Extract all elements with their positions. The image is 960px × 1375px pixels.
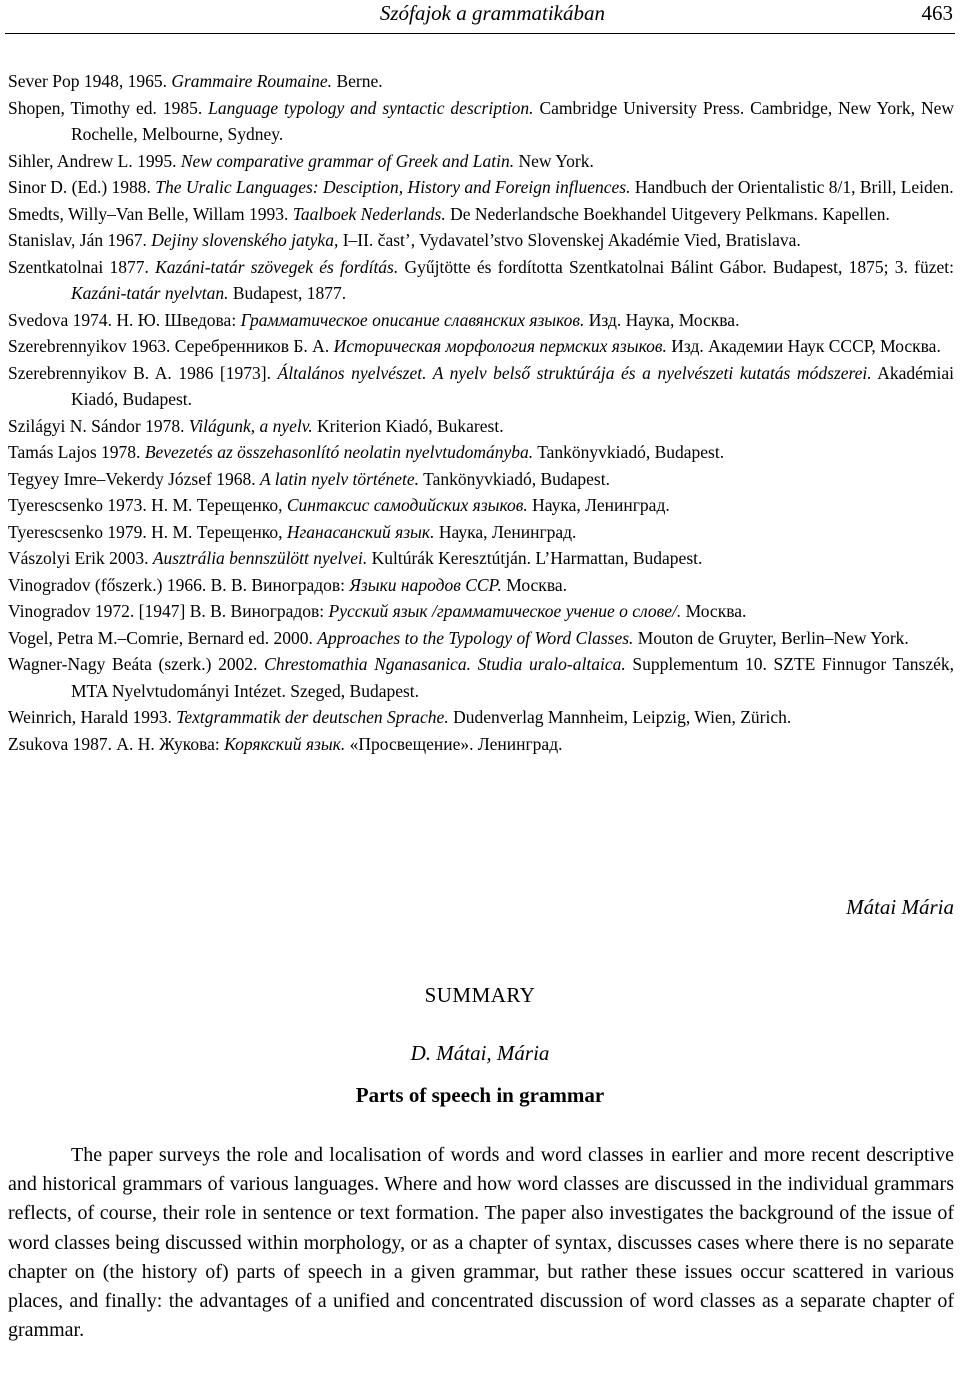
reference-title: New comparative grammar of Greek and Latin. <box>180 150 515 171</box>
reference-title: Грамматическое описание славянских языков. <box>240 309 585 330</box>
reference-text: Наука, Ленинград. <box>434 521 577 542</box>
reference-text: Москва. <box>501 574 567 595</box>
reference-text: Москва. <box>681 601 747 621</box>
reference-title: Dejiny slovenského jatyka, <box>151 230 339 250</box>
reference-text: Изд. Наука, Москва. <box>584 309 740 330</box>
reference-text: New York. <box>514 150 594 171</box>
reference-text: Наука, Ленинград. <box>527 495 670 515</box>
reference-entry <box>8 95 954 148</box>
reference-text: Vászolyi Erik 2003. <box>8 548 153 568</box>
reference-text: Vogel, Petra M.–Comrie, Bernard ed. 2000. <box>8 627 318 648</box>
reference-text: Vinogradov 1972. [1947] В. В. Виноградов: <box>8 601 329 621</box>
reference-entry <box>8 201 954 228</box>
reference-entry <box>8 439 954 466</box>
reference-title: The Uralic Languages: Desciption, History and Foreign influences. <box>155 177 631 197</box>
reference-entry <box>8 413 954 440</box>
reference-entry <box>8 598 954 625</box>
reference-text: Szentkatolnai 1877. <box>8 256 156 277</box>
reference-text: Svedova 1974. Н. Ю. Шведова: <box>8 309 241 330</box>
reference-text: Akadémiai Kiadó, Budapest. <box>71 362 955 409</box>
summary-heading: SUMMARY <box>424 983 536 1007</box>
reference-text: Sihler, Andrew L. 1995. <box>8 150 181 171</box>
reference-text: Mouton de Gruyter, Berlin–New York. <box>633 627 909 648</box>
reference-text: Sinor D. (Ed.) 1988. <box>8 177 156 197</box>
reference-entry <box>8 704 954 731</box>
page-number: 463 <box>921 1 953 25</box>
reference-title: Language typology and syntactic description. <box>208 97 534 118</box>
reference-title: Kazáni-tatár szövegek és fordítás. <box>155 256 399 277</box>
reference-text: Zsukova 1987. А. Н. Жукова: <box>8 733 225 754</box>
reference-text: Изд. Академии Наук СССР, Москва. <box>666 336 941 356</box>
reference-text: «Просвещение». Ленинград. <box>345 733 563 754</box>
reference-text: Supplementum 10. SZTE Finnugor Tanszék, MTA Nyelvtudományi Intézet. Szeged, Budapest. <box>71 654 954 701</box>
reference-text: Dudenverlag Mannheim, Leipzig, Wien, Zürich. <box>448 707 792 727</box>
reference-text: Smedts, Willy–Van Belle, Willam 1993. <box>8 203 293 224</box>
reference-text: Sever Pop 1948, 1965. <box>8 71 172 91</box>
reference-text: Tankönyvkiadó, Budapest. <box>419 468 610 489</box>
summary-title: Parts of speech in grammar <box>355 1083 605 1107</box>
reference-entry <box>8 68 954 95</box>
reference-text: De Nederlandsche Boekhandel Uitgevery Pelkmans. Kapellen. <box>445 203 890 224</box>
reference-title: Нганасанский язык. <box>286 521 435 542</box>
reference-text: I–II. čast’, Vydavatel’stvo Slovenskej Akadémie Vied, Bratislava. <box>338 230 801 250</box>
reference-entry <box>8 572 954 599</box>
reference-text: Tyerescsenko 1979. Н. М. Терещенко, <box>8 521 287 542</box>
reference-title: Általános nyelvészet. A nyelv belső struktúrája és a nyelvészeti kutatás módszerei. <box>277 362 872 383</box>
summary-body: The paper surveys the role and localisation of words and word classes in earlier and more recent descriptive and historical grammars of various languages. Where and how word classes are discussed in the individual grammars reflects, of course, their role in sentence or text formation. The paper also investigates the background of the issue of word classes being discussed within morphology, or as a chapter of syntax, discusses cases where there is no separate chapter on (the history of) parts of speech in a given grammar, but rather these issues occur scattered in various places, and finally: the advantages of a unified and concentrated discussion of word classes as a separate chapter of grammar. <box>8 1144 954 1342</box>
reference-text: Weinrich, Harald 1993. <box>8 707 177 727</box>
reference-title: Русский язык /грамматическое учение о слове/. <box>328 601 682 621</box>
reference-title: Bevezetés az összehasonlító neolatin nyelvtudományba. <box>144 442 534 462</box>
reference-title: Языки народов ССР. <box>349 574 502 595</box>
reference-title: Ausztrália bennszülött nyelvei. <box>152 548 368 568</box>
reference-text: Wagner-Nagy Beáta (szerk.) 2002. <box>8 654 265 674</box>
bibliography-list <box>8 68 954 757</box>
reference-title: Textgrammatik der deutschen Sprache. <box>176 707 449 727</box>
reference-entry <box>8 360 954 413</box>
reference-entry <box>8 333 954 360</box>
reference-text: Gyűjtötte és fordította Szentkatolnai Bálint Gábor. Budapest, 1875; 3. füzet: <box>398 256 954 277</box>
reference-entry <box>8 174 954 201</box>
reference-text: Tyerescsenko 1973. Н. М. Терещенко, <box>8 495 287 515</box>
reference-text: Szerebrennyikov B. A. 1986 [1973]. <box>8 362 278 383</box>
reference-title: Approaches to the Typology of Word Classes. <box>317 627 634 648</box>
reference-entry <box>8 307 954 334</box>
reference-title: Историческая морфология пермских языков. <box>333 336 667 356</box>
reference-entry <box>8 492 954 519</box>
reference-entry <box>8 651 954 704</box>
summary-author: D. Mátai, Mária <box>410 1041 550 1065</box>
reference-text: Tankönyvkiadó, Budapest. <box>533 442 725 462</box>
reference-title: A latin nyelv története. <box>259 468 420 489</box>
reference-text: Tegyey Imre–Vekerdy József 1968. <box>8 468 260 489</box>
reference-entry <box>8 466 954 493</box>
reference-entry <box>8 148 954 175</box>
reference-entry <box>8 254 954 307</box>
reference-text: Kriterion Kiadó, Bukarest. <box>312 415 504 436</box>
reference-title: Grammaire Roumaine. <box>171 71 333 91</box>
reference-title: Taalboek Nederlands. <box>292 203 446 224</box>
reference-entry <box>8 625 954 652</box>
reference-title: Корякский язык. <box>224 733 346 754</box>
reference-text: Berne. <box>332 71 383 91</box>
running-header <box>5 0 955 34</box>
reference-title: Chrestomathia Nganasanica. Studia uralo-altaica. <box>264 654 626 674</box>
reference-entry <box>8 545 954 572</box>
reference-text: Szilágyi N. Sándor 1978. <box>8 415 189 436</box>
reference-text: Budapest, 1877. <box>228 283 347 303</box>
reference-title: Világunk, a nyelv. <box>188 415 313 436</box>
reference-entry <box>8 519 954 546</box>
reference-text: Stanislav, Ján 1967. <box>8 230 152 250</box>
reference-entry <box>8 227 954 254</box>
reference-text: Tamás Lajos 1978. <box>8 442 145 462</box>
reference-text: Handbuch der Orientalistic 8/1, Brill, Leiden. <box>630 177 954 197</box>
reference-title: Kazáni-tatár nyelvtan. <box>71 283 229 303</box>
reference-text: Szerebrennyikov 1963. Серебренников Б. А. <box>8 336 334 356</box>
reference-entry <box>8 731 954 758</box>
author-signature: Mátai Mária <box>846 895 954 919</box>
reference-text: Cambridge University Press. Cambridge, New York, New Rochelle, Melbourne, Sydney. <box>71 97 954 144</box>
reference-text: Shopen, Timothy ed. 1985. <box>8 97 209 118</box>
reference-text: Vinogradov (főszerk.) 1966. В. В. Виноградов: <box>8 574 350 595</box>
reference-text: Kultúrák Keresztútján. L’Harmattan, Budapest. <box>367 548 703 568</box>
running-header-title: Szófajok a grammatikában <box>379 1 605 25</box>
reference-title: Синтаксис самодийских языков. <box>286 495 528 515</box>
